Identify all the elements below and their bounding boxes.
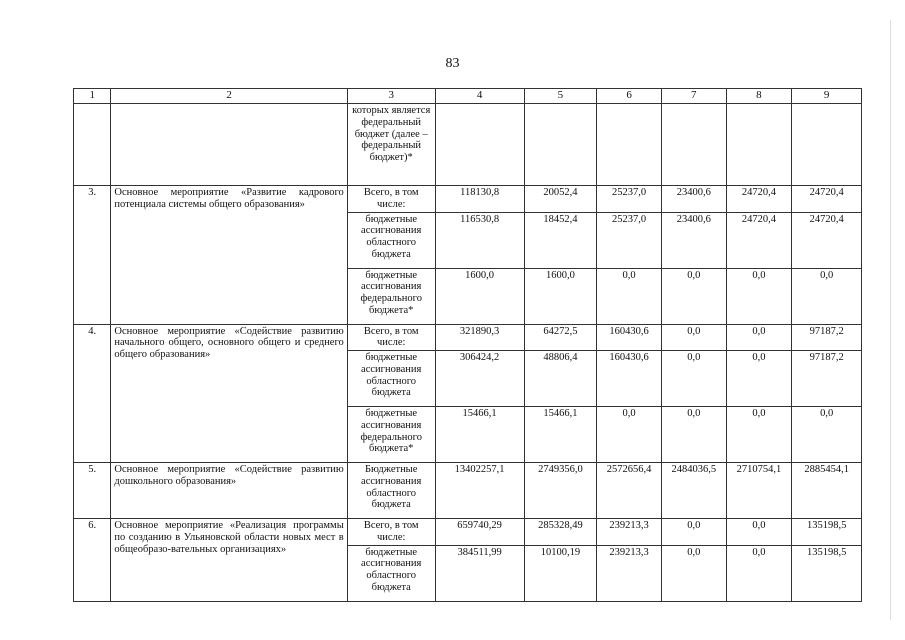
header-row: [74, 89, 862, 104]
value-cell: 2885454,1: [792, 463, 862, 519]
value-cell: 0,0: [792, 268, 862, 324]
funding-source-cell: бюджетные ассигнования федерального бюджета*: [347, 268, 435, 324]
activity-row: [74, 324, 862, 351]
value-cell: 0,0: [726, 324, 792, 351]
value-cell: 0,0: [792, 407, 862, 463]
value-cell: 0,0: [661, 407, 726, 463]
value-cell: 384511,99: [435, 545, 524, 601]
value-cell: 0,0: [597, 407, 662, 463]
value-cell: 0,0: [726, 407, 792, 463]
value-cell: 24720,4: [726, 212, 792, 268]
header-cell: 1: [74, 89, 111, 104]
activity-row: [74, 519, 862, 546]
value-cell: 2484036,5: [661, 463, 726, 519]
header-cell: 7: [661, 89, 726, 104]
value-cell: 64272,5: [524, 324, 597, 351]
value-cell: 0,0: [661, 545, 726, 601]
scan-edge-mark: [890, 20, 891, 620]
value-cell: 0,0: [726, 519, 792, 546]
value-cell: 116530,8: [435, 212, 524, 268]
value-cell: 13402257,1: [435, 463, 524, 519]
header-cell: 3: [347, 89, 435, 104]
value-cell: 23400,6: [661, 212, 726, 268]
table-body: [74, 89, 862, 602]
value-cell: 97187,2: [792, 351, 862, 407]
value-cell: 2572656,4: [597, 463, 662, 519]
value-cell: [661, 104, 726, 186]
value-cell: 0,0: [726, 545, 792, 601]
activity-number-cell: 5.: [74, 463, 111, 519]
funding-source-cell: которых является федеральный бюджет (далее – федеральный бюджет)*: [347, 104, 435, 186]
header-cell: 2: [111, 89, 347, 104]
value-cell: 659740,29: [435, 519, 524, 546]
funding-source-cell: Всего, в том числе:: [347, 519, 435, 546]
activity-name-cell: Основное мероприятие «Содействие развитию дошкольного образования»: [111, 463, 347, 519]
value-cell: 135198,5: [792, 545, 862, 601]
value-cell: 0,0: [661, 324, 726, 351]
value-cell: 2710754,1: [726, 463, 792, 519]
value-cell: 0,0: [661, 351, 726, 407]
activity-row: [74, 463, 862, 519]
funding-source-cell: бюджетные ассигнования областного бюджета: [347, 212, 435, 268]
funding-source-cell: бюджетные ассигнования областного бюджета: [347, 351, 435, 407]
value-cell: 135198,5: [792, 519, 862, 546]
value-cell: 2749356,0: [524, 463, 597, 519]
value-cell: 48806,4: [524, 351, 597, 407]
value-cell: 306424,2: [435, 351, 524, 407]
value-cell: [726, 104, 792, 186]
value-cell: [524, 104, 597, 186]
value-cell: 25237,0: [597, 212, 662, 268]
value-cell: 24720,4: [792, 212, 862, 268]
activity-name-cell: [111, 104, 347, 186]
value-cell: 23400,6: [661, 186, 726, 213]
funding-source-cell: бюджетные ассигнования областного бюджета: [347, 545, 435, 601]
header-cell: 8: [726, 89, 792, 104]
header-cell: 4: [435, 89, 524, 104]
header-cell: 9: [792, 89, 862, 104]
activity-number-cell: 3.: [74, 186, 111, 325]
activity-name-cell: Основное мероприятие «Содействие развитию начального общего, основного общего и среднего общего образования»: [111, 324, 347, 463]
value-cell: 321890,3: [435, 324, 524, 351]
value-cell: 285328,49: [524, 519, 597, 546]
value-cell: 0,0: [661, 519, 726, 546]
activity-name-cell: Основное мероприятие «Развитие кадрового потенциала системы общего образования»: [111, 186, 347, 325]
value-cell: 160430,6: [597, 351, 662, 407]
value-cell: 24720,4: [726, 186, 792, 213]
value-cell: 20052,4: [524, 186, 597, 213]
value-cell: 97187,2: [792, 324, 862, 351]
value-cell: 25237,0: [597, 186, 662, 213]
value-cell: 18452,4: [524, 212, 597, 268]
activity-name-cell: Основное мероприятие «Реализация программы по созданию в Ульяновской области новых мест в общеобразо-вательных организациях»: [111, 519, 347, 602]
number-cell: [74, 104, 111, 186]
value-cell: 239213,3: [597, 545, 662, 601]
activity-number-cell: 4.: [74, 324, 111, 463]
budget-table: [73, 88, 862, 602]
funding-source-cell: Всего, в том числе:: [347, 324, 435, 351]
value-cell: 239213,3: [597, 519, 662, 546]
value-cell: 0,0: [597, 268, 662, 324]
header-cell: 5: [524, 89, 597, 104]
value-cell: 24720,4: [792, 186, 862, 213]
value-cell: 0,0: [726, 268, 792, 324]
value-cell: 1600,0: [524, 268, 597, 324]
activity-row: [74, 186, 862, 213]
value-cell: 118130,8: [435, 186, 524, 213]
value-cell: 0,0: [726, 351, 792, 407]
value-cell: 0,0: [661, 268, 726, 324]
page-number: 83: [445, 56, 460, 71]
value-cell: 1600,0: [435, 268, 524, 324]
value-cell: [435, 104, 524, 186]
value-cell: 15466,1: [524, 407, 597, 463]
funding-source-cell: Бюджетные ассигнования областного бюджета: [347, 463, 435, 519]
value-cell: [597, 104, 662, 186]
header-cell: 6: [597, 89, 662, 104]
continuation-row: [74, 104, 862, 186]
activity-number-cell: 6.: [74, 519, 111, 602]
value-cell: 160430,6: [597, 324, 662, 351]
value-cell: 10100,19: [524, 545, 597, 601]
funding-source-cell: Всего, в том числе:: [347, 186, 435, 213]
value-cell: [792, 104, 862, 186]
funding-source-cell: бюджетные ассигнования федерального бюджета*: [347, 407, 435, 463]
value-cell: 15466,1: [435, 407, 524, 463]
